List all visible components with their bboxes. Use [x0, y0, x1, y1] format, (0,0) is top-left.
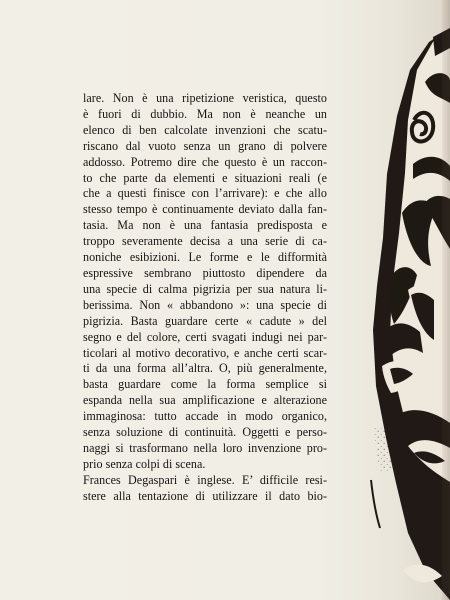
text-line: espressive sembrano piuttosto dipendere da [83, 265, 327, 280]
page-edge-shadow [442, 0, 450, 600]
text-line: basta guardare come la forma semplice si [83, 377, 327, 392]
text-line: berissima. Non « abbandono »: una specie di [83, 297, 327, 312]
text-line: lare. Non è una ripetizione veristica, questo [83, 91, 327, 105]
text-line: tasia. Ma non è una fantasia predisposta e [83, 218, 327, 233]
text-line: ticolari al motivo decorativo, e anche certi scar- [83, 345, 327, 360]
text-line: stesso tempo è continuamente deviato dalla fan- [83, 202, 327, 217]
text-line: stere alla tentazione di utilizzare il dato bio- [83, 488, 327, 503]
text-line: segno e del colore, certi svagati indugi nei par- [83, 329, 327, 344]
text-line: pigrizia. Basta guardare certe « cadute » del [83, 313, 327, 328]
text-line: una specie di calma pigrizia per sua natura li- [83, 281, 327, 296]
text-line: riscano dal vuoto senza un grano di polvere [83, 138, 327, 153]
text-line: ti da una forma all’altra. O, più generalmente, [83, 361, 327, 376]
text-line: prio senza colpi di scena. [83, 456, 206, 471]
body-text [83, 91, 327, 505]
text-line: è fuori di dubbio. Ma non è neanche un [83, 106, 327, 121]
text-line: addosso. Potremo dire che questo è un raccon- [83, 154, 327, 169]
text-line: senza soluzione di continuità. Oggetti e perso- [83, 425, 327, 440]
text-line: Frances Degaspari è inglese. E’ difficile resi- [83, 472, 327, 487]
text-line: naggi si trasformano nella loro invenzione pro- [83, 440, 327, 455]
text-line: noniche esibizioni. Le forme e le difformità [83, 250, 327, 265]
text-line: elenco di ben calcolate invenzioni che scatu- [83, 122, 327, 137]
text-line: to che parte da elementi e situazioni reali (e [83, 170, 327, 185]
text-line: che a questi finisce con l’arrivare): e che allo [83, 186, 327, 201]
ink-figure-illustration [365, 28, 450, 600]
text-line: espanda nella sua amplificazione e alterazione [83, 393, 327, 408]
text-line: troppo severamente decisa a una serie di ca- [83, 234, 327, 249]
text-line: immaginosa: tutto accade in modo organico, [83, 409, 327, 424]
